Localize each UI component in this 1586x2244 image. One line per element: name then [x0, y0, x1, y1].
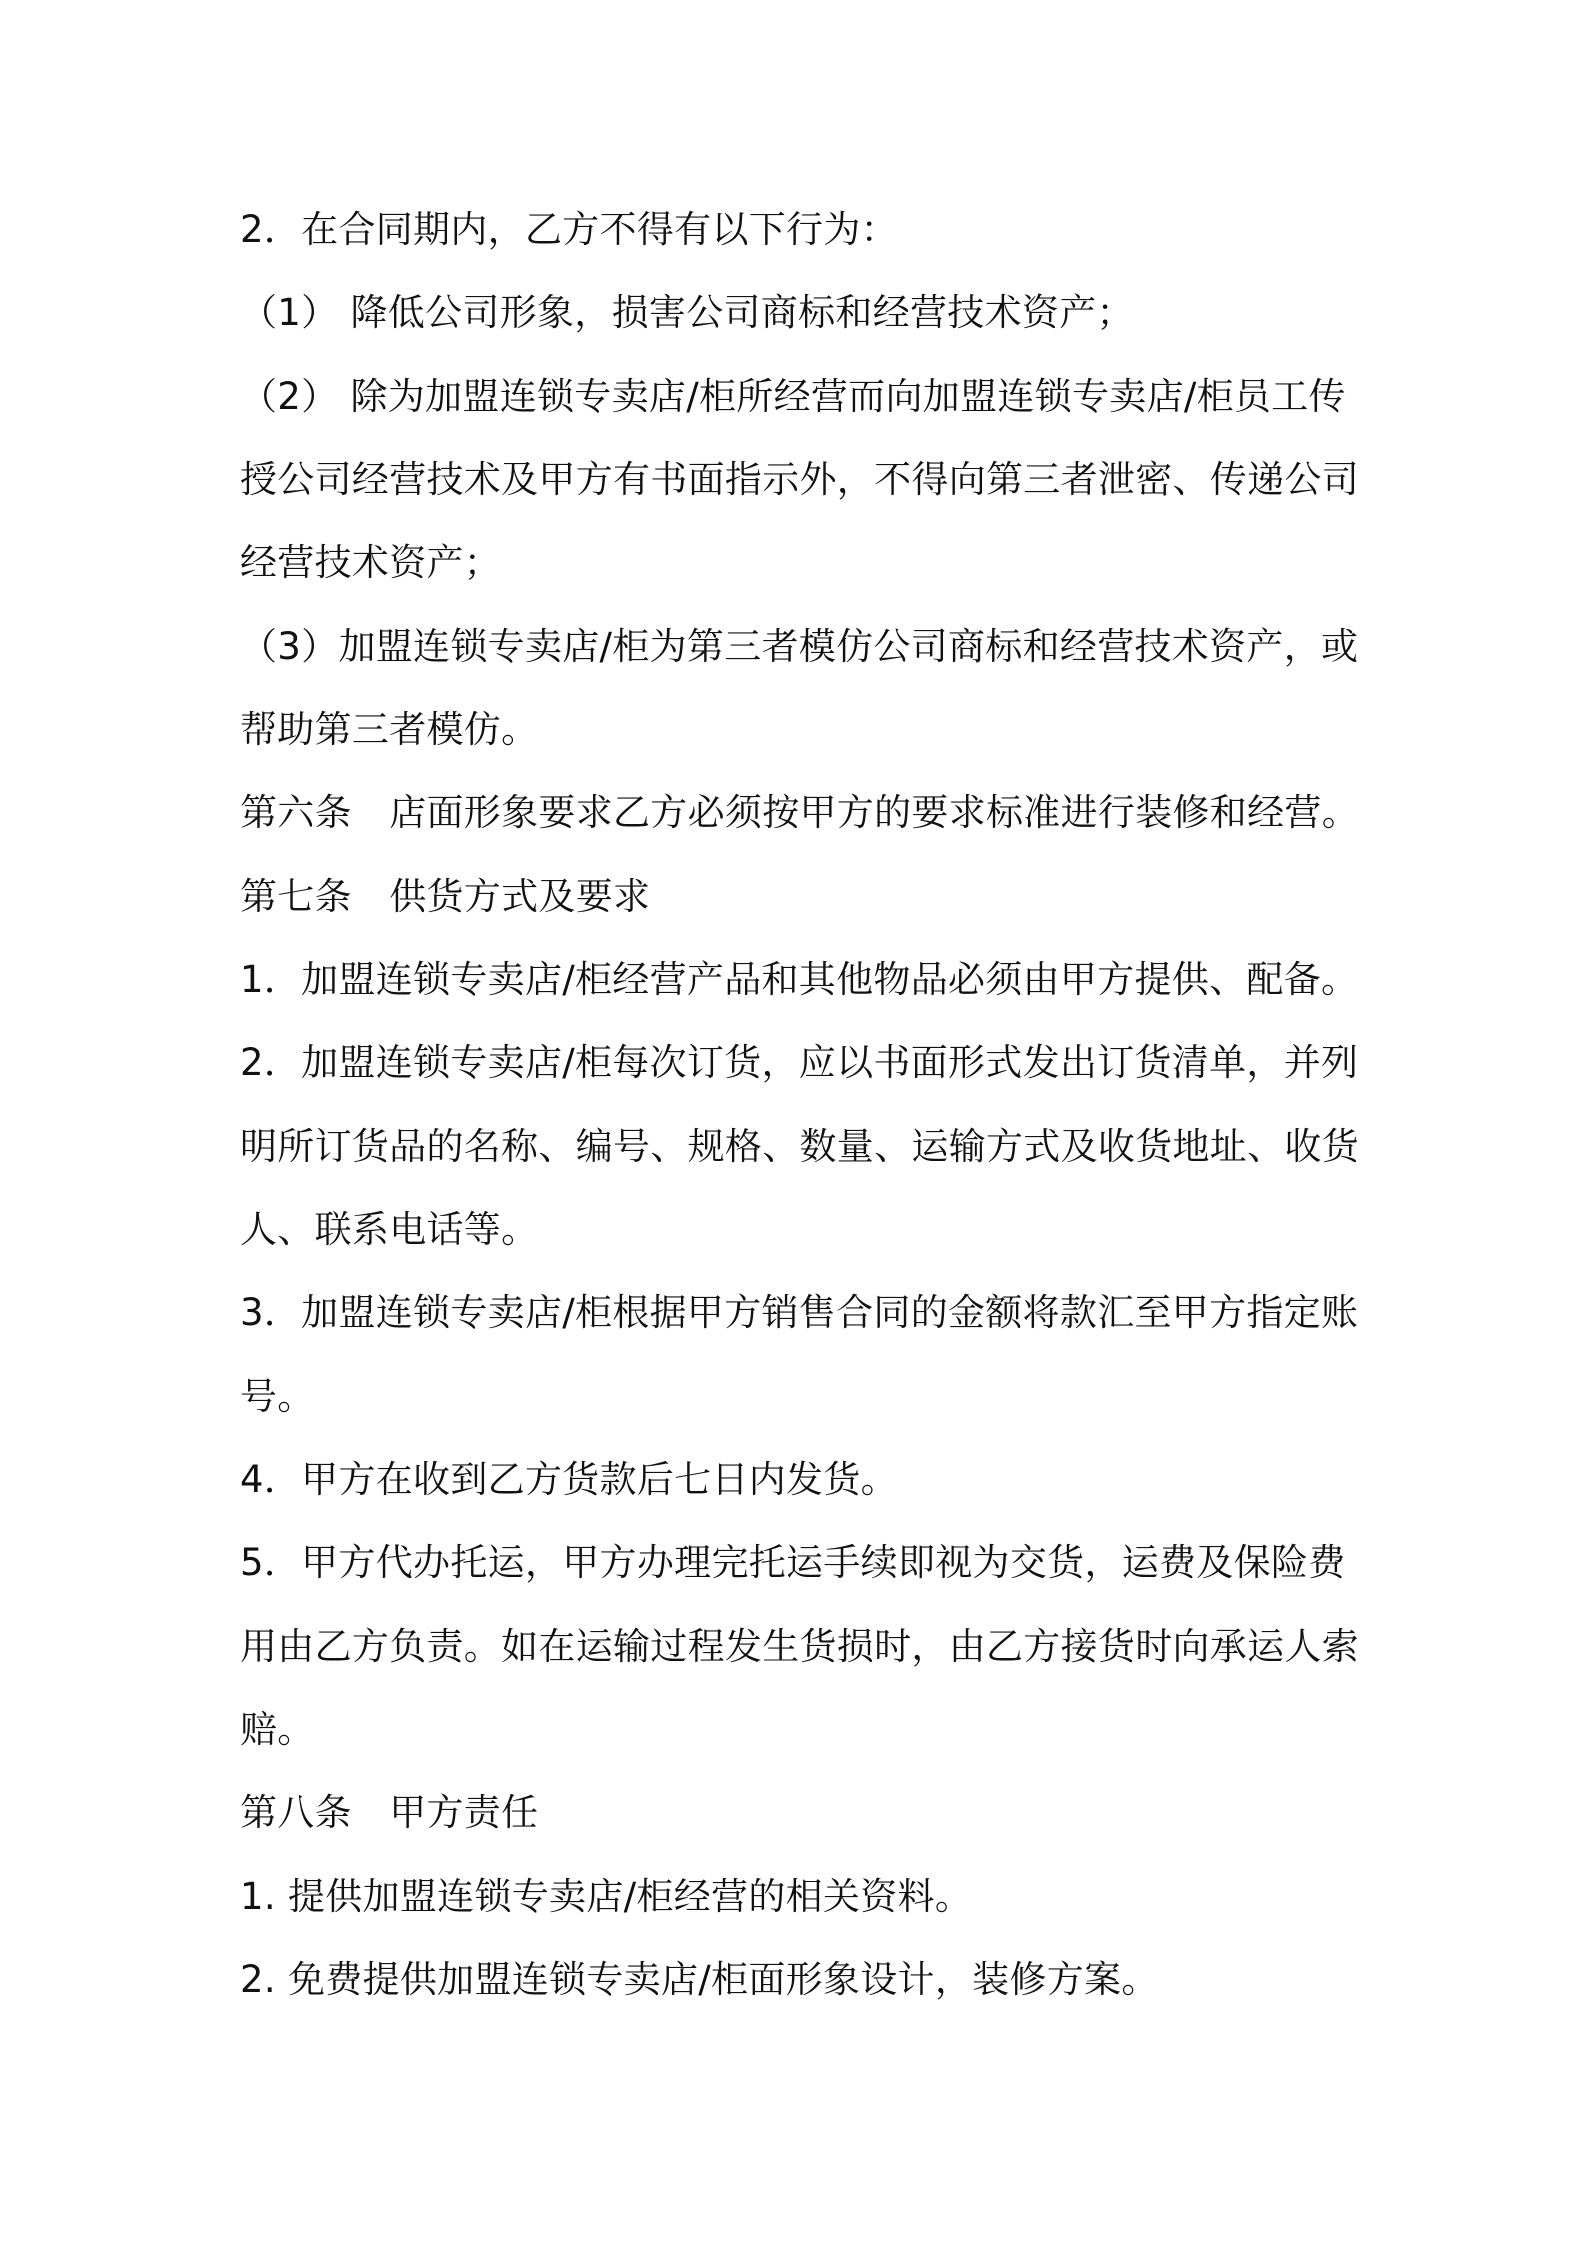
article-7-item-2-line-2: 明所订货品的名称、编号、规格、数量、运输方式及收货地址、收货 — [240, 1125, 1359, 1168]
article-7-item-4: 4．甲方在收到乙方货款后七日内发货。 — [240, 1458, 898, 1501]
article-7-item-2-line-3: 人、联系电话等。 — [240, 1208, 539, 1251]
article-7-item-3-line-2: 号。 — [240, 1375, 315, 1418]
article-7-item-5-line-3: 赔。 — [240, 1708, 315, 1751]
clause-2-item-2-line-1: （2） 除为加盟连锁专卖店/柜所经营而向加盟连锁专卖店/柜员工传 — [240, 375, 1346, 418]
article-6-heading: 第六条 店面形象要求乙方必须按甲方的要求标准进行装修和经营。 — [240, 791, 1359, 834]
clause-2-heading: 2．在合同期内，乙方不得有以下行为： — [240, 208, 898, 251]
article-7-item-2-line-1: 2．加盟连锁专卖店/柜每次订货，应以书面形式发出订货清单，并列 — [240, 1041, 1359, 1084]
article-7-item-1: 1．加盟连锁专卖店/柜经营产品和其他物品必须由甲方提供、配备。 — [240, 958, 1359, 1001]
clause-2-item-2-line-2: 授公司经营技术及甲方有书面指示外，不得向第三者泄密、传递公司 — [240, 458, 1359, 501]
clause-2-item-3-line-2: 帮助第三者模仿。 — [240, 708, 539, 751]
article-8-item-1: 1. 提供加盟连锁专卖店/柜经营的相关资料。 — [240, 1875, 973, 1918]
clause-2-item-2-line-3: 经营技术资产； — [240, 541, 502, 584]
clause-2-item-1: （1） 降低公司形象，损害公司商标和经营技术资产； — [240, 291, 1134, 334]
article-8-item-2: 2. 免费提供加盟连锁专卖店/柜面形象设计，装修方案。 — [240, 1958, 1159, 2001]
article-7-heading: 第七条 供货方式及要求 — [240, 875, 651, 918]
article-7-item-3-line-1: 3．加盟连锁专卖店/柜根据甲方销售合同的金额将款汇至甲方指定账 — [240, 1291, 1359, 1334]
clause-2-item-3-line-1: （3）加盟连锁专卖店/柜为第三者模仿公司商标和经营技术资产，或 — [240, 625, 1359, 668]
article-7-item-5-line-2: 用由乙方负责。如在运输过程发生货损时，由乙方接货时向承运人索 — [240, 1625, 1359, 1668]
article-7-item-5-line-1: 5．甲方代办托运，甲方办理完托运手续即视为交货，运费及保险费 — [240, 1541, 1346, 1584]
article-8-heading: 第八条 甲方责任 — [240, 1791, 539, 1834]
